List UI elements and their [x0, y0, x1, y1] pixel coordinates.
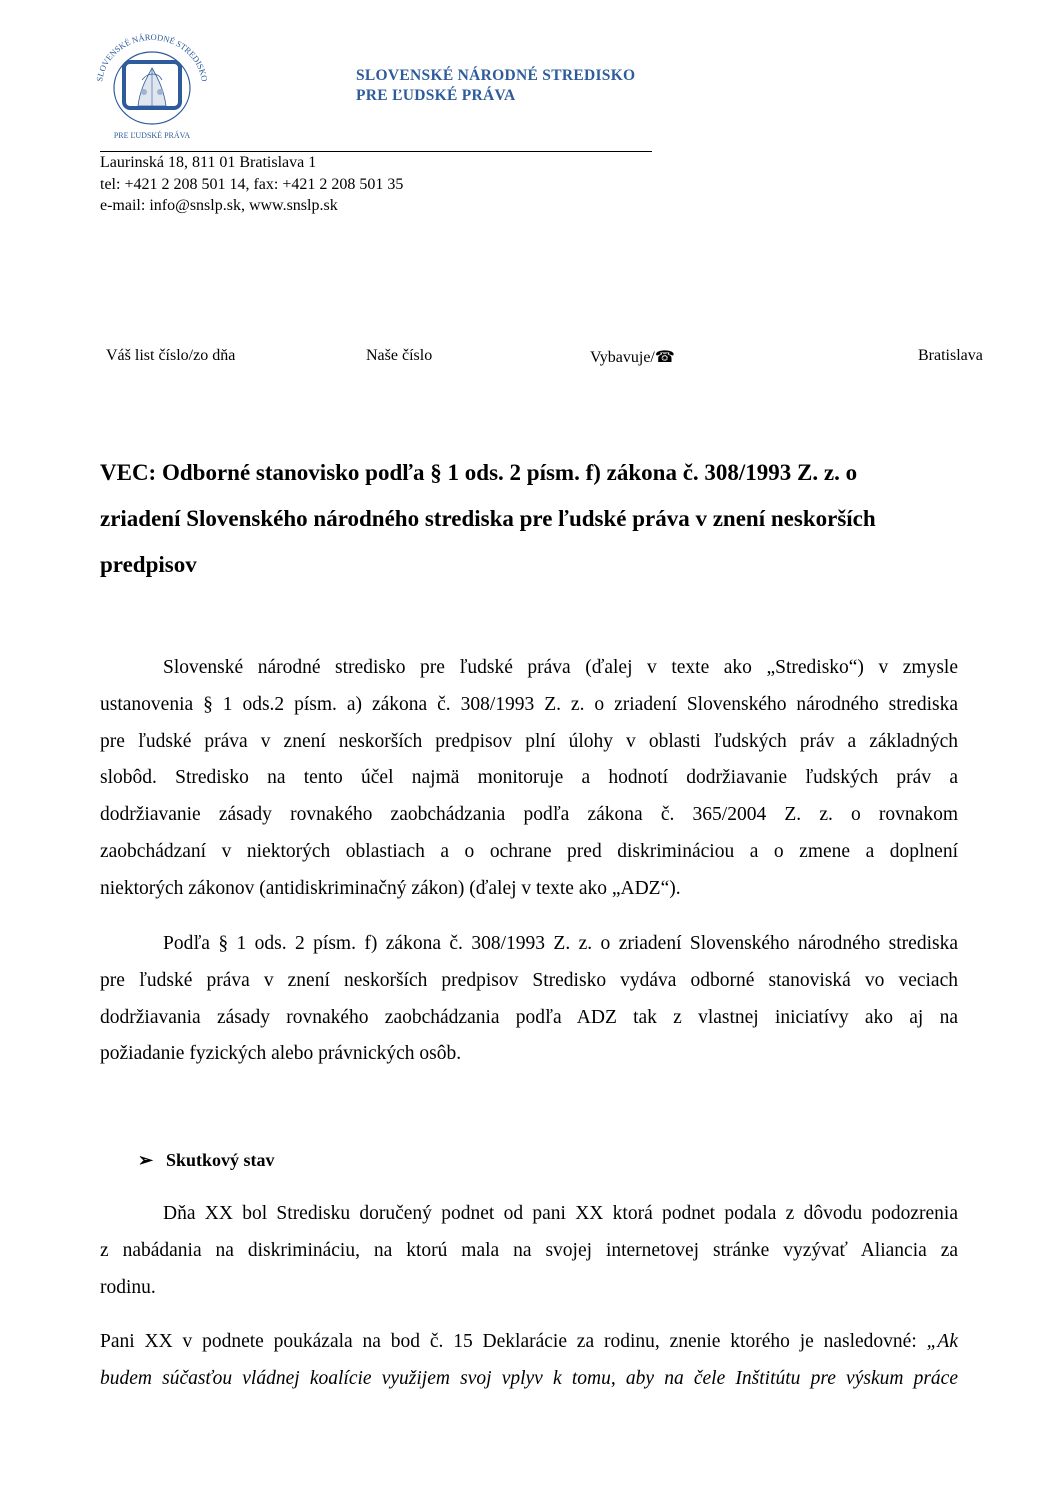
- header-divider: [100, 151, 652, 152]
- section-title: Skutkový stav: [166, 1150, 275, 1170]
- contact-email: e-mail: info@snslp.sk, www.snslp.sk: [100, 197, 338, 214]
- organization-name-line2: PRE ĽUDSKÉ PRÁVA: [356, 87, 516, 104]
- text-line: dodržiavania zásady rovnakého zaobchádzania podľa ADZ tak z vlastnej iniciatívy ako aj na: [100, 1006, 958, 1028]
- paragraph-complaint: [100, 1324, 958, 1398]
- arrow-bullet-icon: ➢: [138, 1150, 154, 1170]
- text-line: z nabádania na diskrimináciu, na ktorú mala na svojej internetovej stránke vyzývať Aliancia za: [100, 1239, 958, 1261]
- quote-start: „Ak: [926, 1331, 958, 1352]
- section-heading: [138, 1150, 275, 1171]
- logo-text-top: SLOVENSKÉ NÁRODNÉ STREDISKO: [94, 31, 210, 83]
- text-line: ustanovenia § 1 ods.2 písm. a) zákona č. 308/1993 Z. z. o zriadení Slovenského národného strediska: [100, 693, 958, 715]
- text-line: [100, 1324, 958, 1361]
- text-line: niektorých zákonov (antidiskriminačný zákon) (ďalej v texte ako „ADZ“).: [100, 877, 681, 899]
- text-line: rodinu.: [100, 1276, 156, 1298]
- contact-phone: tel: +421 2 208 501 14, fax: +421 2 208 501 35: [100, 176, 404, 193]
- logo-text-bottom: PRE ĽUDSKÉ PRÁVA: [113, 131, 191, 140]
- organization-name-line1: SLOVENSKÉ NÁRODNÉ STREDISKO: [356, 67, 636, 84]
- text-line: Podľa § 1 ods. 2 písm. f) zákona č. 308/1993 Z. z. o zriadení Slovenského národného strediska: [163, 933, 958, 954]
- text-line: pre ľudské práva v znení neskorších predpisov Stredisko vydáva odborné stanoviská vo veciach: [100, 969, 958, 991]
- ref-city: Bratislava: [918, 347, 983, 364]
- plain-text: Pani XX v podnete poukázala na bod č. 15 Deklarácie za rodinu, znenie ktorého je nasledovné:: [100, 1331, 927, 1352]
- paragraph-legal-basis: [100, 926, 958, 1073]
- subject-line: VEC: Odborné stanovisko podľa § 1 ods. 2 písm. f) zákona č. 308/1993 Z. z. o: [100, 460, 858, 485]
- text-line: zaobchádzaní v niektorých oblastiach a o ochrane pred diskrimináciou a o zmene a doplnení: [100, 840, 958, 862]
- ref-your-letter: Váš list číslo/zo dňa: [106, 347, 236, 364]
- quote-line: budem súčasťou vládnej koalície využijem svoj vplyv k tomu, aby na čele Inštitútu pre výskum práce: [100, 1367, 958, 1389]
- organization-logo: [88, 28, 216, 146]
- contact-address: Laurinská 18, 811 01 Bratislava 1: [100, 154, 317, 171]
- subject-heading: [100, 450, 960, 588]
- text-line: Dňa XX bol Stredisku doručený podnet od pani XX ktorá podnet podala z dôvodu podozrenia: [163, 1203, 958, 1224]
- paragraph-facts: [100, 1196, 958, 1306]
- text-line: dodržiavanie zásady rovnakého zaobchádzania podľa zákona č. 365/2004 Z. z. o rovnakom: [100, 804, 958, 826]
- paragraph-intro: [100, 650, 958, 908]
- text-line: požiadanie fyzických alebo právnických osôb.: [100, 1043, 462, 1065]
- text-line: slobôd. Stredisko na tento účel najmä monitoruje a hodnotí dodržiavanie ľudských práv a: [100, 767, 958, 789]
- text-line: pre ľudské práva v znení neskorších predpisov plní úlohy v oblasti ľudských práv a základných: [100, 730, 958, 752]
- text-line: Slovenské národné stredisko pre ľudské práva (ďalej v texte ako „Stredisko“) v zmysle: [163, 657, 958, 678]
- subject-line: predpisov: [100, 552, 197, 577]
- subject-line: zriadení Slovenského národného strediska pre ľudské práva v znení neskorších: [100, 506, 876, 531]
- ref-our-number: Naše číslo: [366, 347, 433, 364]
- ref-handled-by: Vybavuje/☎: [590, 349, 675, 366]
